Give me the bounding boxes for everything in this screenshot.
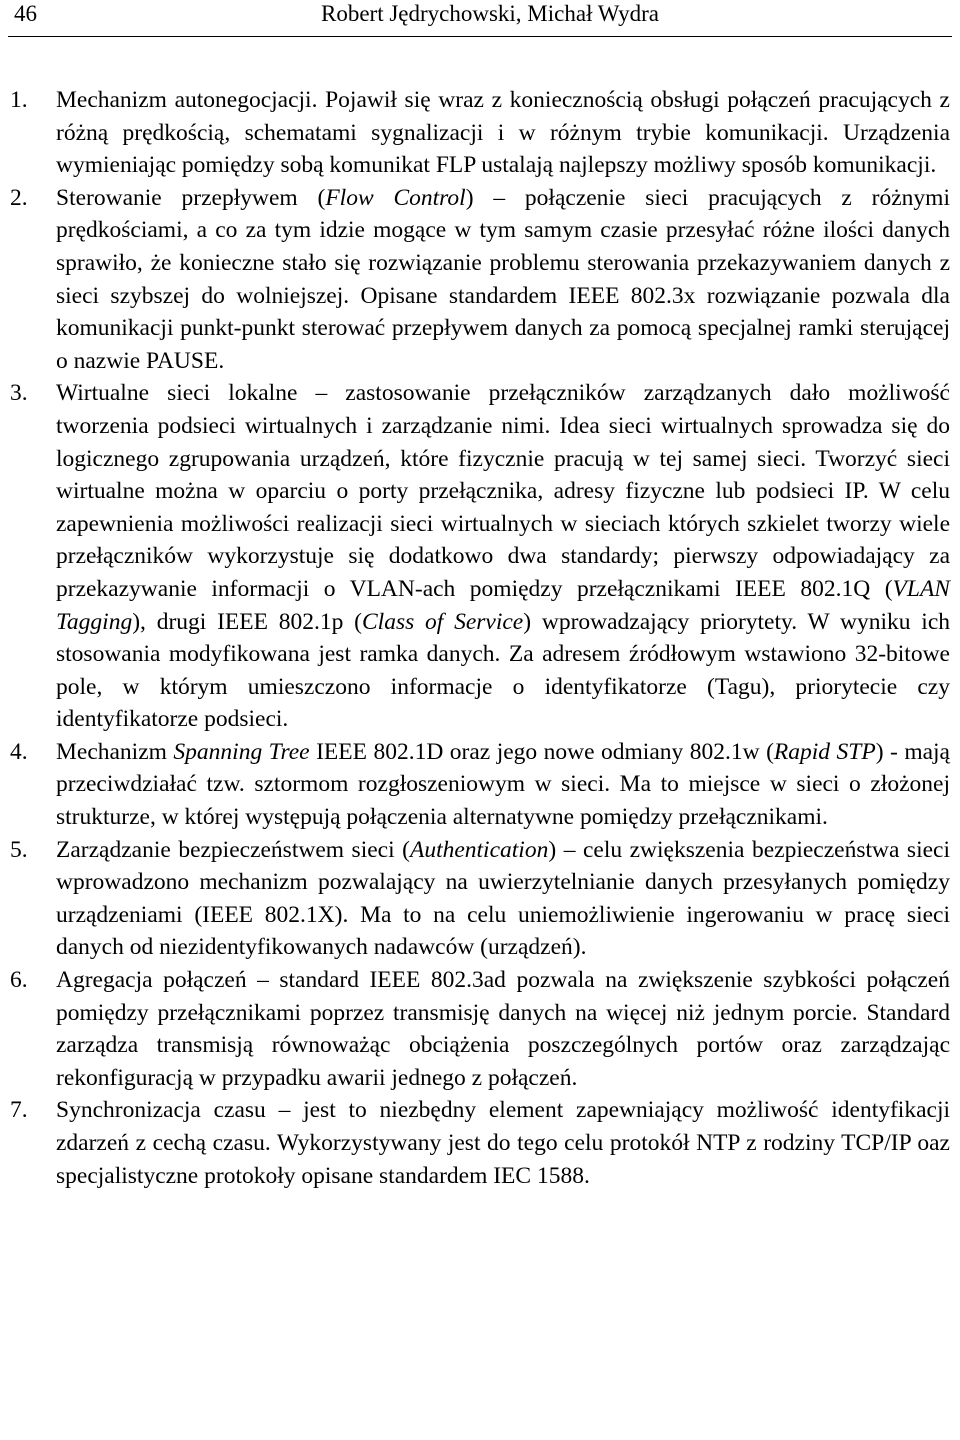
italic-term: Spanning Tree bbox=[173, 738, 310, 765]
list-item-text bbox=[56, 87, 950, 178]
list-item bbox=[8, 736, 950, 834]
text-run: Wirtualne sieci lokalne – zastosowanie przełączników zarządzanych dało możliwość tworzenia podsieci wirtualnych i zarządzanie nimi. Idea sieci wirtualnych sprowadza się do logicznego zgrupowania urządzeń, które fizycznie pracują w tej samej sieci. Tworzyć sieci wirtualne można w oparciu o porty przełącznika, adresy fizyczne lub podsieci IP. W celu zapewnienia możliwości realizacji sieci wirtualnych w sieciach których szkielet tworzy wiele przełączników wykorzystuje się dodatkowo dwa standardy; pierwszy odpowiadający za przekazywanie informacji o VLAN-ach pomiędzy przełącznikami IEEE 802.1Q ( bbox=[56, 380, 950, 602]
list-item-number: 7. bbox=[10, 1097, 28, 1124]
italic-term: Authentication bbox=[409, 836, 549, 863]
page-header bbox=[8, 0, 952, 37]
list-item-number: 1. bbox=[10, 87, 28, 113]
list-item-text bbox=[56, 380, 950, 732]
list-item-number: 2. bbox=[10, 184, 28, 211]
list-item bbox=[8, 84, 950, 182]
text-run: Sterowanie przepływem ( bbox=[56, 184, 326, 211]
text-run: IEEE 802.1D oraz jego nowe odmiany 802.1w ( bbox=[309, 738, 774, 765]
list-item-text bbox=[56, 1097, 950, 1188]
list-item-number: 5. bbox=[10, 836, 28, 863]
list-item-number: 4. bbox=[10, 738, 28, 765]
text-run: ) wprowadzający priorytety. W wyniku ich stosowania modyfikowana jest ramka danych. Za adresem źródłowym wstawiono 32-bitowe pole, w którym umieszczono informacje o identyfikatorze (Tagu), priorytecie czy identyfikatorze podsieci. bbox=[56, 608, 951, 733]
list-item bbox=[8, 964, 950, 1094]
text-run: Mechanizm autonegocjacji. Pojawił się wraz z koniecznością obsługi połączeń pracujących z różną prędkością, schematami sygnalizacji i w różnym trybie komunikacji. Urządzenia wymieniając pomiędzy sobą komunikat FLP ustalają najlepszy możliwy sposób komunikacji. bbox=[56, 87, 950, 179]
list-item bbox=[8, 1094, 950, 1192]
text-run: Zarządzanie bezpieczeństwem sieci ( bbox=[56, 836, 410, 863]
page-number: 46 bbox=[14, 1, 37, 26]
text-run: Synchronizacja czasu – jest to niezbędny element zapewniający możliwość identyfikacji zdarzeń z cechą czasu. Wykorzystywany jest do tego celu protokół NTP z rodziny TCP/IP oaz specjalistyczne protokoły opisane standardem IEC 1588. bbox=[56, 1097, 950, 1189]
italic-term: Class of Service bbox=[362, 608, 524, 635]
text-run: Agregacja połączeń – standard IEEE 802.3ad pozwala na zwiększenie szybkości połączeń pomiędzy przełącznikami poprzez transmisję danych na więcej niż jednym porcie. Standard zarządza transmisją równoważąc obciążenia poszczególnych portów oraz zarządzając rekonfiguracją w przypadku awarii jednego z połączeń. bbox=[56, 967, 950, 1091]
list-item-number: 6. bbox=[10, 967, 28, 994]
running-header-authors: Robert Jędrychowski, Michał Wydra bbox=[320, 1, 659, 26]
numbered-list bbox=[8, 84, 950, 1192]
text-run: ), drugi IEEE 802.1p ( bbox=[132, 608, 362, 635]
italic-term: Rapid STP bbox=[773, 738, 876, 765]
list-item-text bbox=[56, 739, 950, 830]
document-body bbox=[8, 84, 950, 1192]
italic-term: Flow Control bbox=[325, 184, 466, 211]
list-item bbox=[8, 377, 950, 736]
list-item-text bbox=[56, 185, 950, 374]
text-run: ) – celu zwiększenia bezpieczeństwa sieci wprowadzono mechanizm pozwalający na uwierzytelnianie danych przesyłanych pomiędzy urządzeniami (IEEE 802.1X). Ma to na celu uniemożliwienie ingerowaniu w pracę sieci danych od niezidentyfikowanych nadawców (urządzeń). bbox=[56, 836, 950, 961]
text-run: Mechanizm bbox=[56, 738, 174, 765]
text-run: ) – połączenie sieci pracujących z różnymi prędkościami, a co za tym idzie mogące w tym samym czasie przesyłać różne ilości danych sprawiło, że konieczne stało się rozwiązanie problemu sterowania przekazywaniem danych z sieci szybszej do wolniejszej. Opisane standardem IEEE 802.3x rozwiązanie pozwala dla komunikacji punkt-punkt sterować przepływem danych za pomocą specjalnej ramki sterującej o nazwie PAUSE. bbox=[56, 184, 950, 374]
list-item bbox=[8, 182, 950, 378]
italic-term: VLAN Tagging bbox=[56, 575, 950, 635]
text-run: ) - mają przeciwdziałać tzw. sztormom rozgłoszeniowym w sieci. Ma to miejsce w sieci o złożonej strukturze, w której występują połączenia alternatywne pomiędzy przełącznikami. bbox=[56, 738, 950, 831]
list-item bbox=[8, 834, 950, 964]
list-item-text bbox=[56, 837, 950, 961]
list-item-number: 3. bbox=[10, 380, 28, 407]
list-item-text bbox=[56, 967, 950, 1091]
